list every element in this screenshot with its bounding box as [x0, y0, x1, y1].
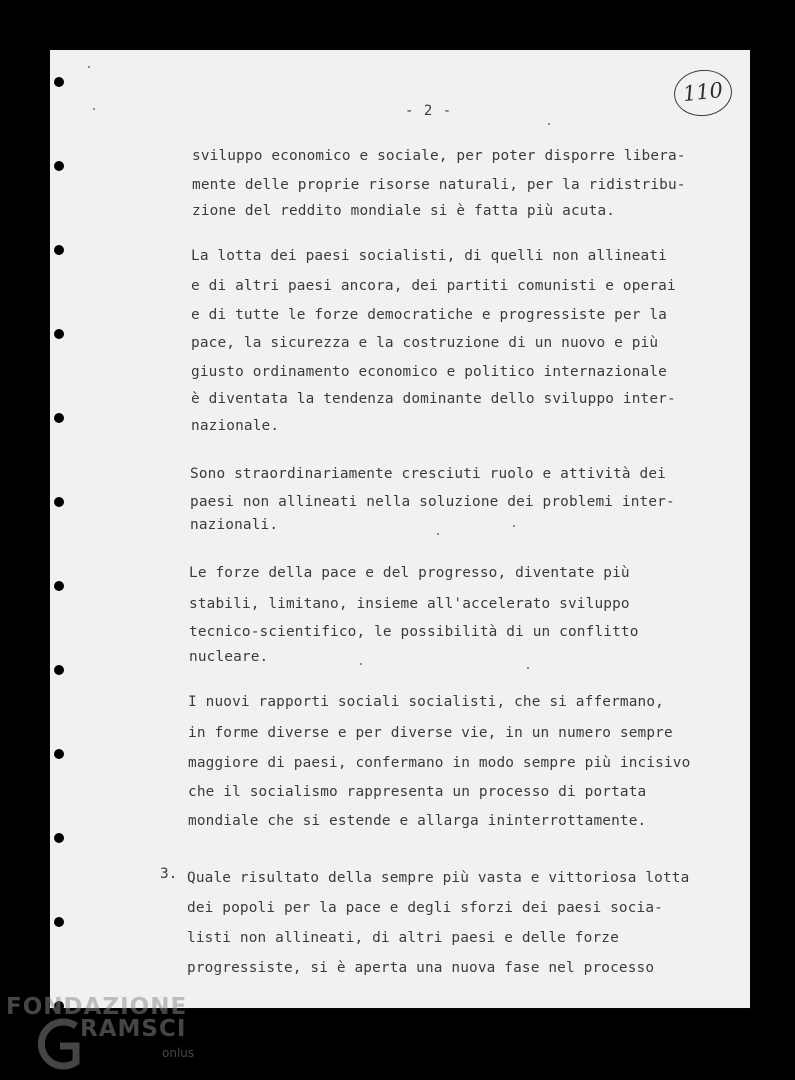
text-line: paesi non allineati nella soluzione dei problemi inter- [190, 494, 675, 510]
text-line: zione del reddito mondiale si è fatta più acuta. [192, 203, 616, 219]
paper-speck [93, 108, 95, 110]
watermark-line-2: RAMSCI [80, 1016, 187, 1042]
page-number: - 2 - [405, 103, 453, 119]
watermark-line-1: FONDAZIONE [6, 994, 188, 1020]
paper-speck [88, 66, 90, 68]
punch-hole [54, 77, 64, 87]
text-line: I nuovi rapporti sociali socialisti, che si affermano, [188, 694, 664, 710]
watermark-line-3: onlus [162, 1046, 195, 1060]
text-line: Le forze della pace e del progresso, diventate più [189, 565, 630, 581]
punch-hole [54, 581, 64, 591]
text-line: mondiale che si estende e allarga ininterrottamente. [188, 813, 647, 829]
text-line: stabili, limitano, insieme all'accelerato sviluppo [189, 596, 630, 612]
text-line: giusto ordinamento economico e politico internazionale [191, 364, 667, 380]
paper-speck [527, 667, 529, 669]
text-line: Quale risultato della sempre più vasta e vittoriosa lotta [187, 870, 690, 886]
punch-hole [54, 161, 64, 171]
archive-number: 110 [681, 77, 725, 107]
paper-speck [437, 533, 439, 535]
text-line: nazionali. [190, 517, 279, 533]
paper-speck [548, 123, 550, 125]
text-line: Sono straordinariamente cresciuti ruolo e attività dei [190, 466, 666, 482]
text-line: tecnico-scientifico, le possibilità di un conflitto [189, 624, 639, 640]
punch-hole [54, 917, 64, 927]
text-line: listi non allineati, di altri paesi e delle forze [187, 930, 619, 946]
text-line: sviluppo economico e sociale, per poter disporre libera- [192, 148, 686, 164]
text-line: mente delle proprie risorse naturali, per la ridistribu- [192, 177, 686, 193]
text-line: che il socialismo rappresenta un processo di portata [188, 784, 647, 800]
punch-hole [54, 749, 64, 759]
text-line: maggiore di paesi, confermano in modo sempre più incisivo [188, 755, 691, 771]
text-line: nazionale. [191, 418, 280, 434]
paper-speck [360, 663, 362, 665]
punch-hole [54, 413, 64, 423]
punch-hole [54, 665, 64, 675]
typewritten-page [50, 50, 750, 1008]
text-line: e di altri paesi ancora, dei partiti comunisti e operai [191, 278, 676, 294]
text-line: è diventata la tendenza dominante dello sviluppo inter- [191, 391, 676, 407]
foundation-watermark [2, 994, 232, 1074]
item-number: 3. [160, 866, 178, 882]
text-line: La lotta dei paesi socialisti, di quelli non allineati [191, 248, 667, 264]
text-line: pace, la sicurezza e la costruzione di un nuovo e più [191, 335, 659, 351]
punch-hole [54, 833, 64, 843]
paper-speck [513, 525, 515, 527]
text-line: e di tutte le forze democratiche e progressiste per la [191, 307, 667, 323]
text-line: dei popoli per la pace e degli sforzi dei paesi socia- [187, 900, 663, 916]
text-line: nucleare. [189, 649, 269, 665]
punch-hole [54, 245, 64, 255]
text-line: in forme diverse e per diverse vie, in un numero sempre [188, 725, 673, 741]
gramsci-logo-icon [32, 1016, 82, 1072]
punch-hole [54, 329, 64, 339]
text-line: progressiste, si è aperta una nuova fase nel processo [187, 960, 655, 976]
punch-hole [54, 497, 64, 507]
